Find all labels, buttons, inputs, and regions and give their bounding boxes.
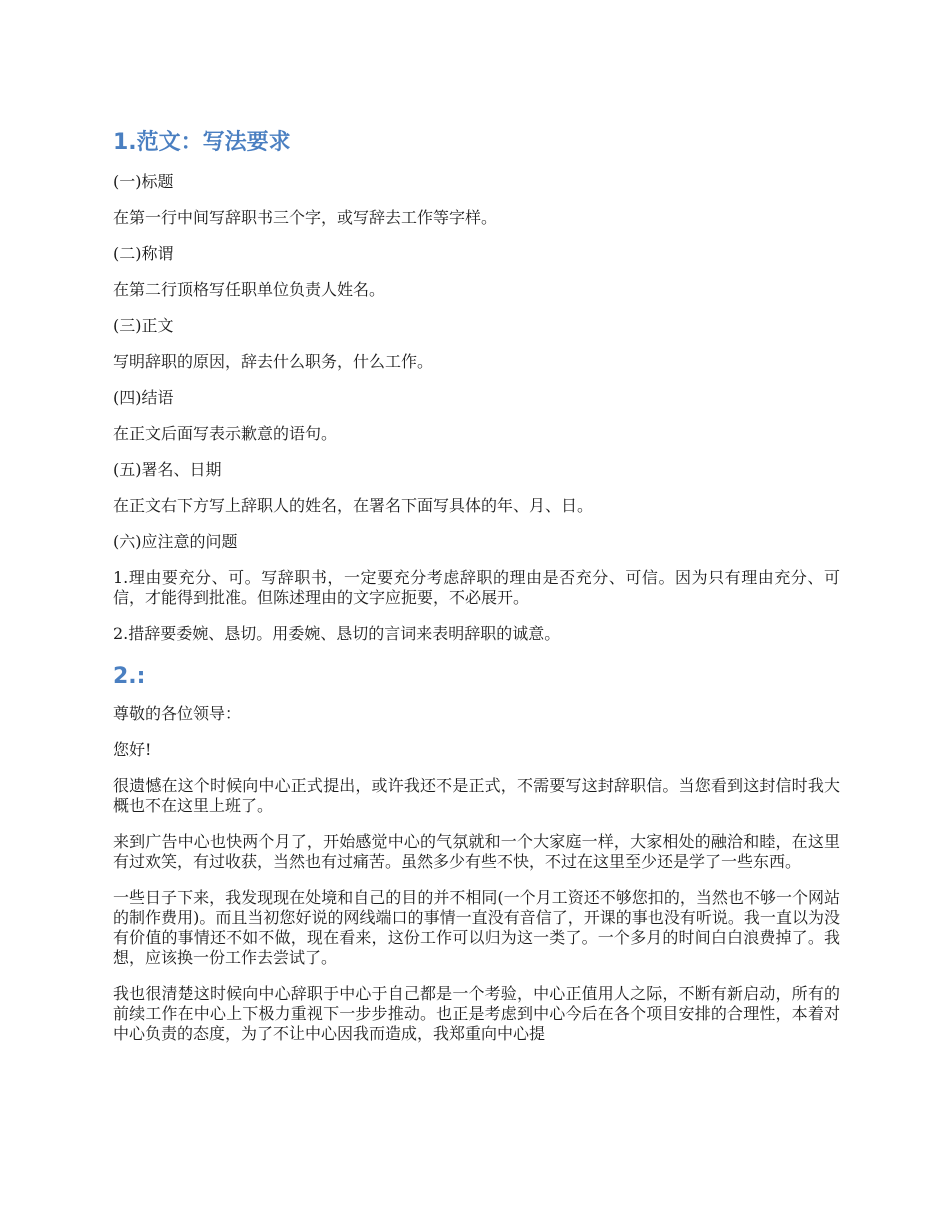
label-signature-date: (五)署名、日期 xyxy=(113,460,222,479)
section-1-heading: 1.范文：写法要求 xyxy=(113,130,291,155)
letter-paragraph-4: 我也很清楚这时候向中心辞职于中心于自己都是一个考验，中心正值用人之际，不断有新启动，所有的前续工作在中心上下极力重视下一步步推动。也正是考虑到中心今后在各个项目安排的合理性，本着对中心负责的态度，为了不让中心因我而造成，我郑重向中心提 xyxy=(113,984,840,1043)
text-title-rule: 在第一行中间写辞职书三个字，或写辞去工作等字样。 xyxy=(113,208,498,227)
text-note-1: 1.理由要充分、可。写辞职书，一定要充分考虑辞职的理由是否充分、可信。因为只有理由充分、可信，才能得到批准。但陈述理由的文字应扼要，不必展开。 xyxy=(113,568,840,607)
letter-paragraph-1: 很遗憾在这个时候向中心正式提出，或许我还不是正式，不需要写这封辞职信。当您看到这封信时我大概也不在这里上班了。 xyxy=(113,776,840,815)
label-body: (三)正文 xyxy=(113,316,174,335)
text-signature-date-rule: 在正文右下方写上辞职人的姓名，在署名下面写具体的年、月、日。 xyxy=(113,496,594,515)
letter-paragraph-3: 一些日子下来，我发现现在处境和自己的目的并不相同(一个月工资还不够您扣的，当然也不够一个网站的制作费用)。而且当初您好说的网线端口的事情一直没有音信了，开课的事也没有听说。我一直以为没有价值的事情还不如不做，现在看来，这份工作可以归为这一类了。一个多月的时间白白浪费掉了。我想，应该换一份工作去尝试了。 xyxy=(113,888,840,967)
label-title: (一)标题 xyxy=(113,172,174,191)
text-salutation-rule: 在第二行顶格写任职单位负责人姓名。 xyxy=(113,280,386,299)
label-salutation: (二)称谓 xyxy=(113,244,174,263)
text-note-2: 2.措辞要委婉、恳切。用委婉、恳切的言词来表明辞职的诚意。 xyxy=(113,624,561,643)
section-2-heading: 2.: xyxy=(113,664,146,689)
text-closing-rule: 在正文后面写表示歉意的语句。 xyxy=(113,424,338,443)
text-body-rule: 写明辞职的原因，辞去什么职务，什么工作。 xyxy=(113,352,434,371)
letter-greeting: 尊敬的各位领导： xyxy=(113,704,242,723)
label-closing: (四)结语 xyxy=(113,388,174,407)
letter-hello: 您好! xyxy=(113,740,152,759)
document-page xyxy=(113,126,840,1060)
label-notes: (六)应注意的问题 xyxy=(113,532,238,551)
letter-paragraph-2: 来到广告中心也快两个月了，开始感觉中心的气氛就和一个大家庭一样，大家相处的融洽和睦，在这里有过欢笑，有过收获，当然也有过痛苦。虽然多少有些不快，不过在这里至少还是学了一些东西。 xyxy=(113,832,840,871)
